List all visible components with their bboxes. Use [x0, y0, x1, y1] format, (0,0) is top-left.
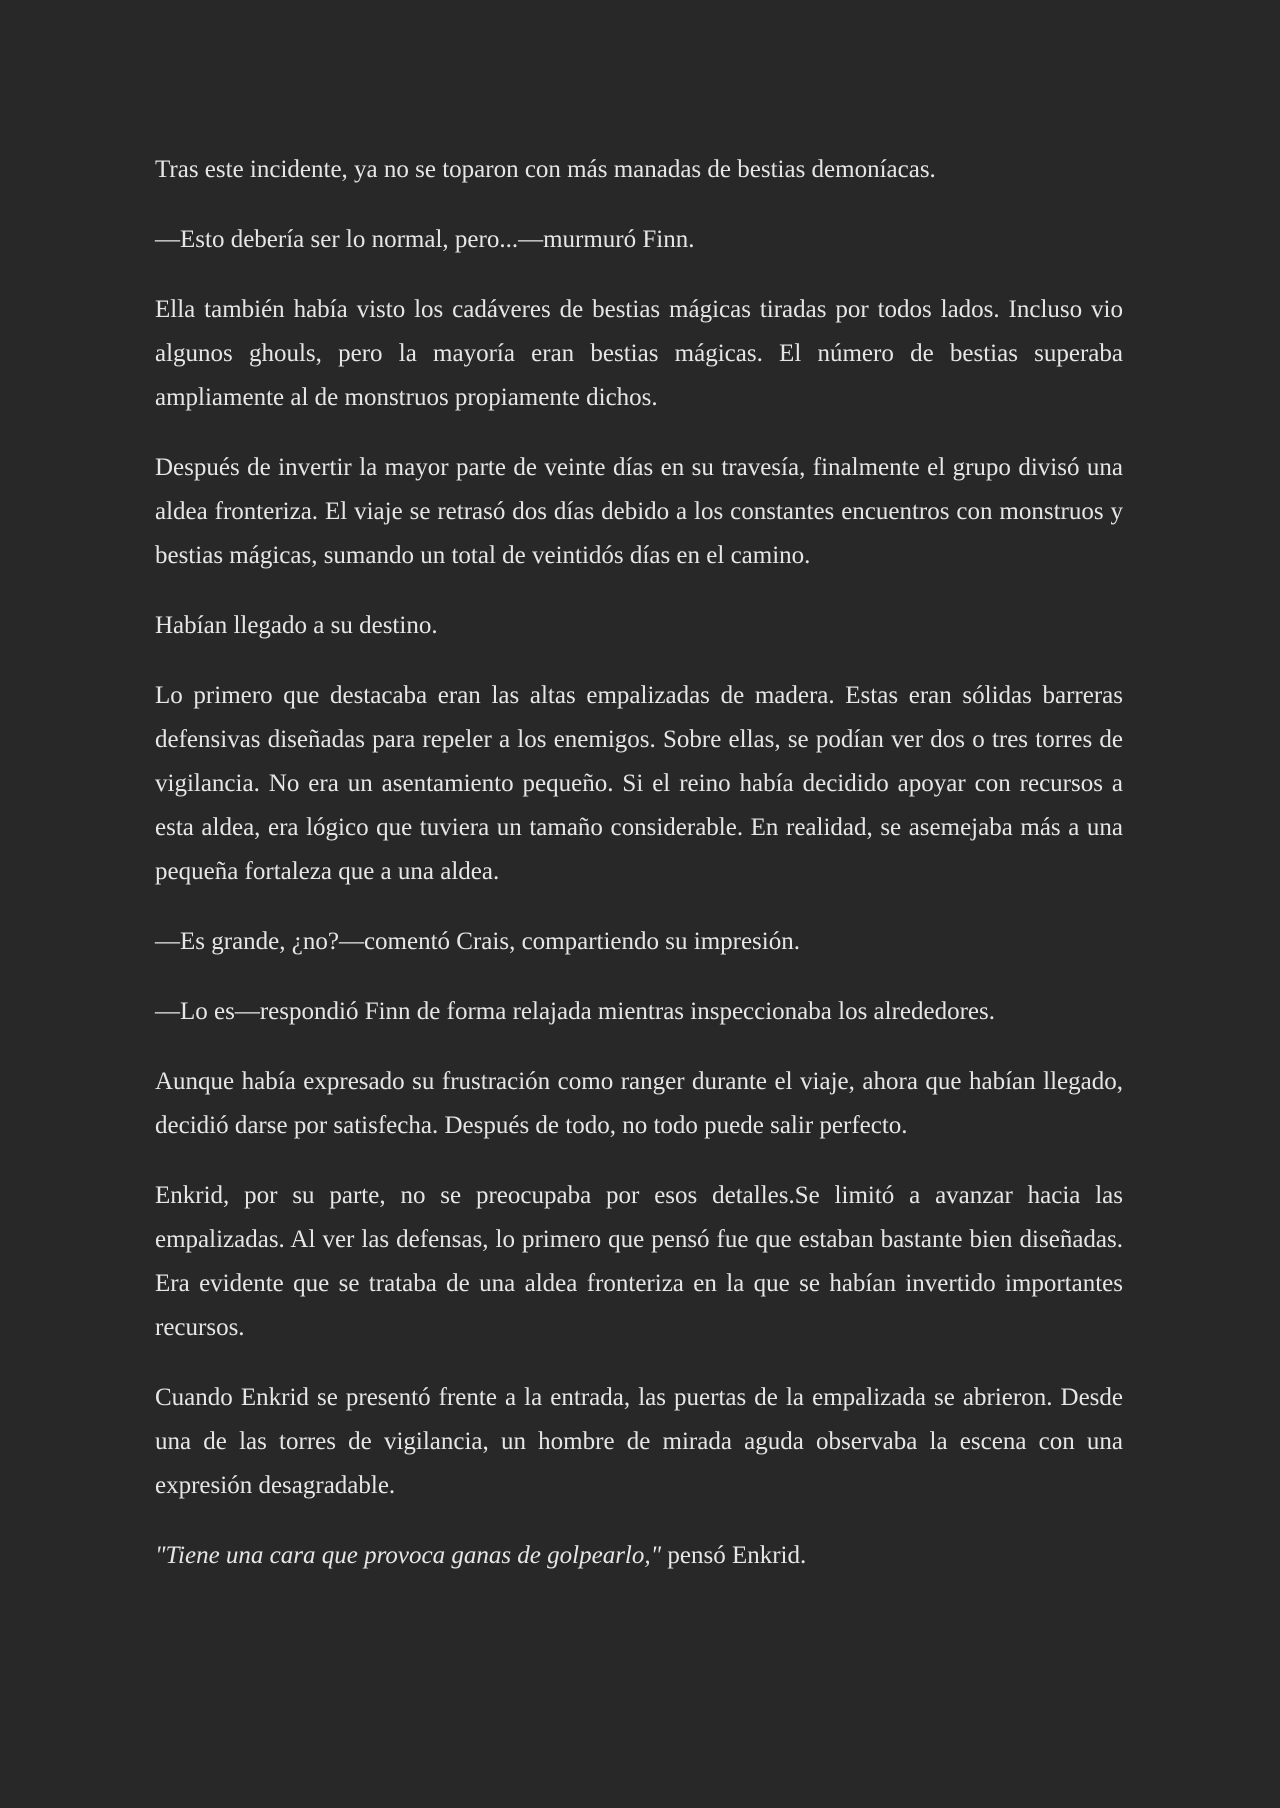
paragraph: —Es grande, ¿no?—comentó Crais, compartiendo su impresión. — [155, 928, 800, 955]
paragraph: Aunque había expresado su frustración como ranger durante el viaje, ahora que habían llegado, decidió darse por satisfecha. Después de todo, no todo puede salir perfecto. — [155, 1068, 1123, 1139]
thought-quote: "Tiene una cara que provoca ganas de golpearlo," — [155, 1542, 662, 1569]
paragraph: Después de invertir la mayor parte de veinte días en su travesía, finalmente el grupo divisó una aldea fronteriza. El viaje se retrasó dos días debido a los constantes encuentros con monstruos y bestias mágicas, sumando un total de veintidós días en el camino. — [155, 454, 1123, 569]
paragraph: Cuando Enkrid se presentó frente a la entrada, las puertas de la empalizada se abrieron. Desde una de las torres de vigilancia, un hombre de mirada aguda observaba la escena con una expresión desagradable. — [155, 1384, 1123, 1499]
paragraph: Enkrid, por su parte, no se preocupaba por esos detalles.Se limitó a avanzar hacia las empalizadas. Al ver las defensas, lo primero que pensó fue que estaban bastante bien diseñadas. Era evidente que se trataba de una aldea fronteriza en la que se habían invertido importantes recursos. — [155, 1182, 1123, 1341]
paragraph: —Lo es—respondió Finn de forma relajada mientras inspeccionaba los alrededores. — [155, 998, 996, 1025]
paragraph: —Esto debería ser lo normal, pero...—murmuró Finn. — [155, 226, 695, 253]
paragraph: Tras este incidente, ya no se toparon con más manadas de bestias demoníacas. — [155, 156, 936, 183]
chapter-text — [155, 148, 1123, 1604]
paragraph: Habían llegado a su destino. — [155, 612, 438, 639]
thought-attribution: pensó Enkrid. — [661, 1542, 807, 1569]
paragraph: Lo primero que destacaba eran las altas empalizadas de madera. Estas eran sólidas barreras defensivas diseñadas para repeler a los enemigos. Sobre ellas, se podían ver dos o tres torres de vigilancia. No era un asentamiento pequeño. Si el reino había decidido apoyar con recursos a esta aldea, era lógico que tuviera un tamaño considerable. En realidad, se asemejaba más a una pequeña fortaleza que a una aldea. — [155, 682, 1123, 885]
final-paragraph — [155, 1534, 1123, 1578]
paragraph: Ella también había visto los cadáveres de bestias mágicas tiradas por todos lados. Incluso vio algunos ghouls, pero la mayoría eran bestias mágicas. El número de bestias superaba ampliamente al de monstruos propiamente dichos. — [155, 296, 1123, 411]
